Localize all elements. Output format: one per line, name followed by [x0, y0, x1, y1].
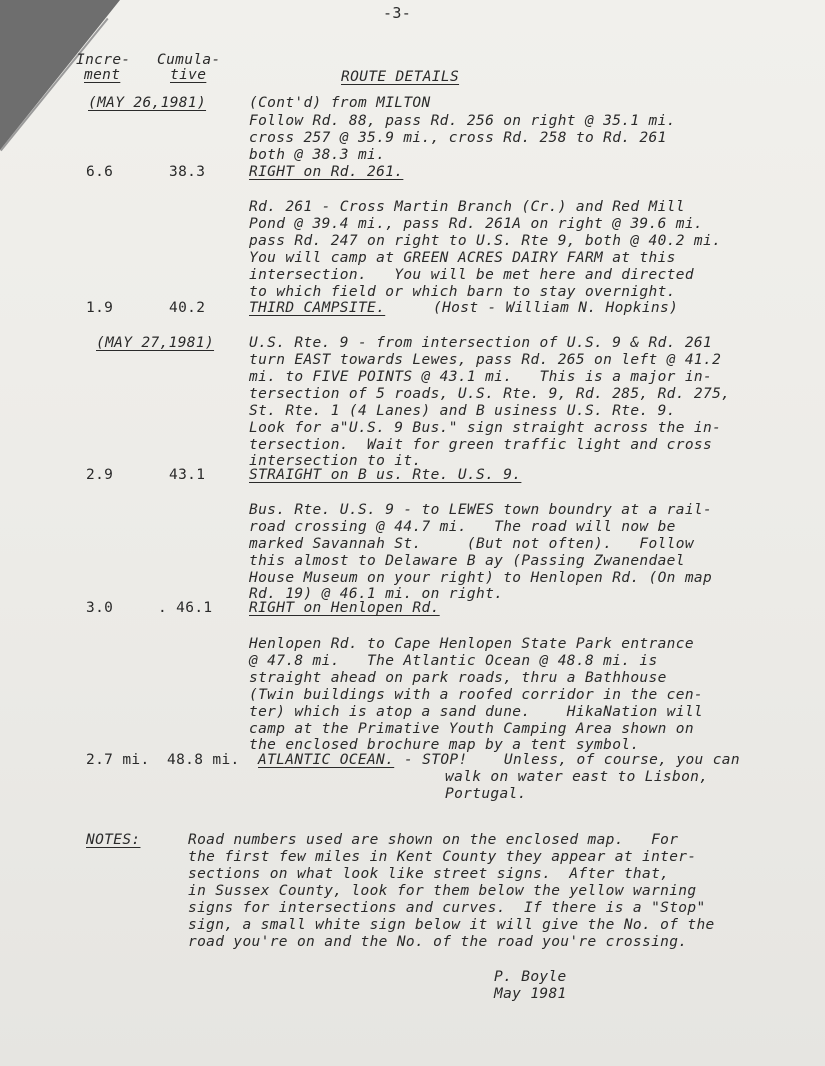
text-line: Rd. 19) @ 46.1 mi. on right.: [249, 586, 504, 602]
text-line: cross 257 @ 35.9 mi., cross Rd. 258 to Rd. 261: [249, 130, 667, 146]
text-line: the first few miles in Kent County they appear at inter-: [188, 849, 697, 865]
text-line: Bus. Rte. U.S. 9 - to LEWES town boundry at a rail-: [249, 502, 713, 518]
text-line: camp at the Primative Youth Camping Area shown on: [249, 721, 694, 737]
text-line: St. Rte. 1 (4 Lanes) and B usiness U.S. Rte. 9.: [249, 403, 676, 419]
direction-line: RIGHT on Henlopen Rd.: [249, 600, 440, 616]
text-line: Rd. 261 - Cross Martin Branch (Cr.) and Red Mill: [249, 199, 685, 215]
cumulative-value: 38.3: [169, 164, 206, 180]
cumulative-value: . 46.1: [158, 600, 213, 616]
increment-value: 6.6: [86, 164, 114, 180]
text-line: House Museum on your right) to Henlopen Rd. (On map: [249, 570, 713, 586]
text-line: ter) which is atop a sand dune. HikaNation will: [249, 704, 703, 720]
host-line: (Host - William N. Hopkins): [433, 300, 679, 316]
direction-line: RIGHT on Rd. 261.: [249, 164, 404, 180]
final-line: - STOP! Unless, of course, you can: [404, 752, 740, 768]
text-line: Follow Rd. 88, pass Rd. 256 on right @ 35.1 mi.: [249, 113, 676, 129]
signature-date: May 1981: [494, 986, 567, 1002]
increment-value: 3.0: [86, 600, 114, 616]
text-line: U.S. Rte. 9 - from intersection of U.S. 9 & Rd. 261: [249, 335, 713, 351]
text-line: Look for a"U.S. 9 Bus." sign straight across the in-: [249, 420, 722, 436]
header-increment-2: ment: [84, 67, 121, 83]
text-line: tersection. Wait for green traffic light and cross: [249, 437, 713, 453]
text-line: to which field or which barn to stay overnight.: [249, 284, 676, 300]
text-line: in Sussex County, look for them below the yellow warning: [188, 883, 697, 899]
direction-line: STRAIGHT on B us. Rte. U.S. 9.: [249, 467, 522, 483]
text-line: Pond @ 39.4 mi., pass Rd. 261A on right @ 39.6 mi.: [249, 216, 703, 232]
date-may-27: (MAY 27,1981): [96, 335, 215, 351]
header-cumulative-2: tive: [170, 67, 207, 83]
header-route-details: ROUTE DETAILS: [341, 69, 460, 85]
direction-line: THIRD CAMPSITE.: [249, 300, 386, 316]
text-line: tersection of 5 roads, U.S. Rte. 9, Rd. 285, Rd. 275,: [249, 386, 731, 402]
final-line: Portugal.: [445, 786, 527, 802]
cumulative-value: 40.2: [169, 300, 206, 316]
increment-value: 1.9: [86, 300, 114, 316]
text-line: intersection. You will be met here and directed: [249, 267, 694, 283]
text-line: You will camp at GREEN ACRES DAIRY FARM at this: [249, 250, 676, 266]
increment-value: 2.7 mi.: [86, 752, 150, 768]
text-line: this almost to Delaware B ay (Passing Zwanendael: [249, 553, 685, 569]
text-line: both @ 38.3 mi.: [249, 147, 386, 163]
text-line: sections on what look like street signs. After that,: [188, 866, 670, 882]
final-line: walk on water east to Lisbon,: [445, 769, 709, 785]
cumulative-value: 48.8 mi.: [167, 752, 240, 768]
text-line: turn EAST towards Lewes, pass Rd. 265 on left @ 41.2: [249, 352, 722, 368]
direction-line: ATLANTIC OCEAN.: [258, 752, 395, 768]
text-line: pass Rd. 247 on right to U.S. Rte 9, both @ 40.2 mi.: [249, 233, 722, 249]
header-cumulative-1: Cumula-: [157, 52, 221, 68]
cumulative-value: 43.1: [169, 467, 206, 483]
date-may-26: (MAY 26,1981): [88, 95, 207, 111]
text-line: the enclosed brochure map by a tent symbol.: [249, 737, 640, 753]
text-line: road you're on and the No. of the road you're crossing.: [188, 934, 688, 950]
text-line: @ 47.8 mi. The Atlantic Ocean @ 48.8 mi. is: [249, 653, 658, 669]
text-line: mi. to FIVE POINTS @ 43.1 mi. This is a major in-: [249, 369, 713, 385]
text-line: signs for intersections and curves. If there is a "Stop": [188, 900, 706, 916]
page-number: -3-: [383, 4, 412, 22]
text-line: sign, a small white sign below it will give the No. of the: [188, 917, 715, 933]
notes-label: NOTES:: [86, 832, 141, 848]
increment-value: 2.9: [86, 467, 114, 483]
text-line: intersection to it.: [249, 453, 422, 469]
text-line: (Twin buildings with a roofed corridor in the cen-: [249, 687, 703, 703]
signature-name: P. Boyle: [494, 969, 567, 985]
text-line: straight ahead on park roads, thru a Bathhouse: [249, 670, 667, 686]
text-line: road crossing @ 44.7 mi. The road will now be: [249, 519, 676, 535]
header-increment-1: Incre-: [76, 52, 131, 68]
text-line: marked Savannah St. (But not often). Follow: [249, 536, 694, 552]
text-line: (Cont'd) from MILTON: [249, 95, 431, 111]
text-line: Road numbers used are shown on the enclosed map. For: [188, 832, 679, 848]
text-line: Henlopen Rd. to Cape Henlopen State Park entrance: [249, 636, 694, 652]
